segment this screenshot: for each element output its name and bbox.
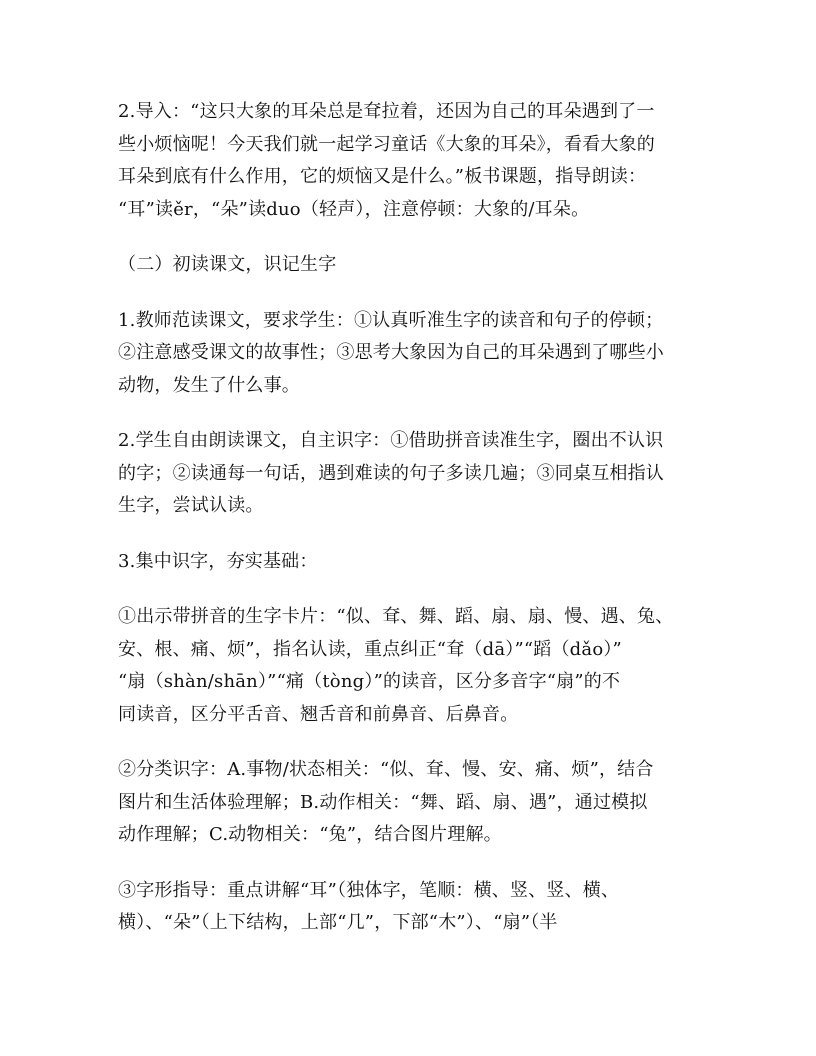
- text-line: 生字，尝试认读。: [118, 495, 264, 516]
- paragraph-classified-literacy: [118, 754, 708, 852]
- paragraph-glyph-guidance: [118, 875, 708, 940]
- section-heading: [118, 249, 708, 282]
- paragraph-character-cards: [118, 601, 708, 731]
- text-line: “扇（shàn/shān）”“痛（tòng）”的读音，区分多音字“扇”的不: [118, 671, 621, 692]
- text-line: 安、根、痛、烦”，指名认读，重点纠正“耷（dā）”“蹈（dǎo）”: [118, 638, 622, 660]
- text-line: （二）初读课文，识记生字: [118, 254, 337, 275]
- document-page: [118, 96, 708, 963]
- text-line: 图片和生活体验理解；B.动作相关：“舞、蹈、扇、遇”，通过模拟: [118, 791, 648, 813]
- text-line: 1.教师范读课文，要求学生：①认真听准生字的读音和句子的停顿；: [118, 309, 664, 331]
- text-line: 横）、“朵”（上下结构，上部“几”，下部“木”）、“扇”（半: [118, 912, 558, 933]
- text-line: 些小烦恼呢！今天我们就一起学习童话《大象的耳朵》，看看大象的: [118, 133, 655, 155]
- text-line: ③字形指导：重点讲解“耳”（独体字，笔顺：横、竖、竖、横、: [118, 879, 620, 901]
- paragraph-teacher-reading: [118, 305, 708, 403]
- paragraph-intro: [118, 96, 708, 226]
- text-line: 3.集中识字，夯实基础：: [118, 550, 318, 572]
- text-line: “耳”读ěr，“朵”读duo（轻声），注意停顿：大象的/耳朵。: [118, 198, 590, 220]
- text-line: ②注意感受课文的故事性；③思考大象因为自己的耳朵遇到了哪些小: [118, 342, 664, 363]
- paragraph-student-reading: [118, 425, 708, 523]
- text-line: 的字；②读通每一句话，遇到难读的句子多读几遍；③同桌互相指认: [118, 462, 664, 484]
- text-line: 动作理解；C.动物相关：“兔”，结合图片理解。: [118, 824, 502, 845]
- text-line: ②分类识字：A.事物/状态相关：“似、耷、慢、安、痛、烦”，结合: [118, 759, 654, 780]
- text-line: 耳朵到底有什么作用，它的烦恼又是什么。”板书课题，指导朗读：: [118, 166, 647, 187]
- text-line: ①出示带拼音的生字卡片：“似、耷、舞、蹈、扇、扇、慢、遇、兔、: [118, 606, 674, 627]
- text-line: 2.导入：“这只大象的耳朵总是耷拉着，还因为自己的耳朵遇到了一: [118, 101, 655, 122]
- paragraph-focus-literacy: [118, 546, 708, 579]
- text-line: 动物，发生了什么事。: [118, 374, 300, 396]
- text-line: 2.学生自由朗读课文，自主识字：①借助拼音读准生字，圈出不认识: [118, 430, 664, 451]
- text-line: 同读音，区分平舌音、翘舌音和前鼻音、后鼻音。: [118, 703, 519, 725]
